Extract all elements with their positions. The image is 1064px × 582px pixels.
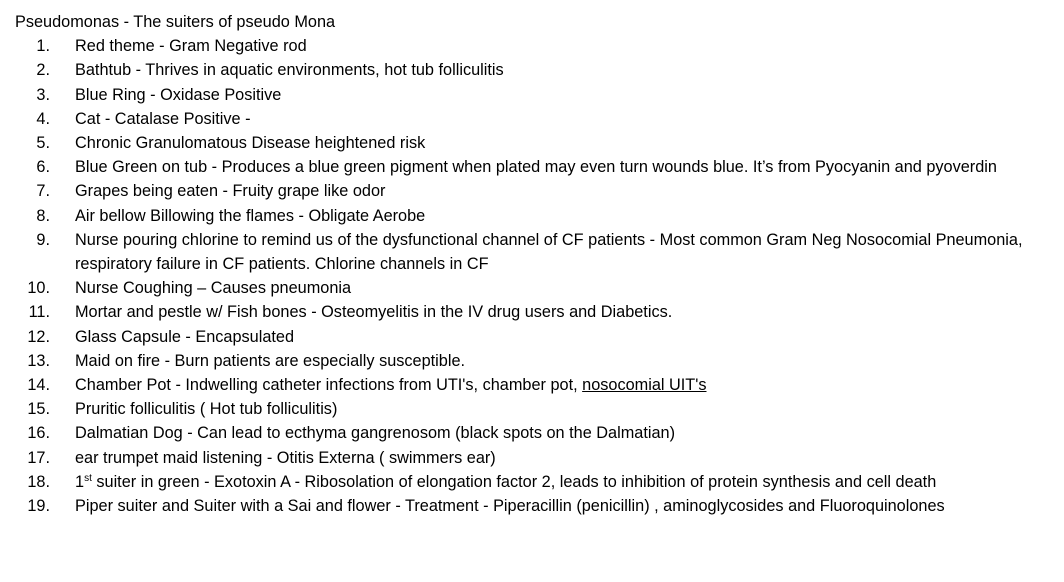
item-text: ear trumpet maid listening - Otitis Externa ( swimmers ear) <box>75 448 496 467</box>
list-item <box>15 421 1060 445</box>
list-item <box>15 131 1060 155</box>
item-text: Air bellow Billowing the flames - Obligate Aerobe <box>75 206 426 225</box>
item-number: 16. <box>27 424 50 443</box>
item-text: suiter in green - Exotoxin A - Ribosolation of elongation factor 2, leads to inhibition of protein synthesis and cell death <box>91 472 937 491</box>
document-title: Pseudomonas - The suiters of pseudo Mona <box>15 13 336 31</box>
item-text: Chamber Pot - Indwelling catheter infections from UTI's, chamber pot, <box>75 376 583 395</box>
item-text: Dalmatian Dog - Can lead to ecthyma gangrenosom (black spots on the Dalmatian) <box>75 424 675 443</box>
item-text: Blue Ring - Oxidase Positive <box>75 85 282 104</box>
list-item <box>15 83 1060 107</box>
item-number: 17. <box>27 448 50 467</box>
item-text: Nurse Coughing – Causes pneumonia <box>75 279 352 298</box>
list-item <box>15 107 1060 131</box>
list-item <box>15 155 1060 179</box>
item-text: Nurse pouring chlorine to remind us of the dysfunctional channel of CF patients - Most common Gram Neg Nosocomial Pneumonia, respiratory failure in CF patients. Chlorine channels in CF <box>75 230 1023 274</box>
item-text: Grapes being eaten - Fruity grape like odor <box>75 182 386 201</box>
underlined-text: nosocomial UIT's <box>582 376 707 395</box>
item-text: Pruritic folliculitis ( Hot tub folliculitis) <box>75 400 338 419</box>
item-number: 6. <box>36 158 50 177</box>
item-text: Chronic Granulomatous Disease heightened risk <box>75 134 426 153</box>
ordinal-suffix: st <box>84 472 92 484</box>
list-item <box>15 349 1060 373</box>
item-text: Red theme - Gram Negative rod <box>75 37 307 56</box>
item-number: 13. <box>27 351 50 370</box>
item-number: 3. <box>36 85 50 104</box>
item-number: 5. <box>36 134 50 153</box>
item-number: 2. <box>36 61 50 80</box>
item-number: 4. <box>36 109 50 128</box>
list-item <box>15 397 1060 421</box>
item-text: Bathtub - Thrives in aquatic environments, hot tub folliculitis <box>75 61 504 80</box>
item-number: 11. <box>28 303 50 322</box>
list-item <box>15 494 1060 518</box>
item-number: 7. <box>36 182 50 201</box>
item-text: Cat - Catalase Positive - <box>75 109 251 128</box>
item-number: 9. <box>36 230 50 249</box>
item-number: 15. <box>27 400 50 419</box>
list-item <box>15 179 1060 203</box>
item-number: 18. <box>27 472 50 491</box>
item-text: Mortar and pestle w/ Fish bones - Osteomyelitis in the IV drug users and Diabetics. <box>75 303 673 322</box>
item-text: Maid on fire - Burn patients are especially susceptible. <box>75 351 466 370</box>
item-text: Piper suiter and Suiter with a Sai and flower - Treatment - Piperacillin (penicillin) , aminoglycosides and Fluoroquinolones <box>75 497 945 516</box>
item-text: Glass Capsule - Encapsulated <box>75 327 295 346</box>
list-item <box>15 276 1060 300</box>
item-number: 8. <box>36 206 50 225</box>
list-item <box>15 446 1060 470</box>
list-item <box>15 58 1060 82</box>
list-item <box>15 204 1060 228</box>
item-text: Blue Green on tub - Produces a blue green pigment when plated may even turn wounds blue. It’s from Pyocyanin and pyoverdin <box>75 158 997 177</box>
list-item <box>15 300 1060 324</box>
item-number: 10. <box>27 279 50 298</box>
list-item <box>15 34 1060 58</box>
document <box>15 10 1060 518</box>
list-item <box>15 373 1060 397</box>
item-ordinal: 1 <box>75 472 85 491</box>
item-number: 1. <box>36 37 50 56</box>
item-number: 12. <box>27 327 50 346</box>
list-item <box>15 470 1060 494</box>
item-number: 19. <box>27 497 50 516</box>
numbered-list <box>15 34 1060 518</box>
list-item <box>15 228 1060 276</box>
item-number: 14. <box>27 376 50 395</box>
list-item <box>15 325 1060 349</box>
